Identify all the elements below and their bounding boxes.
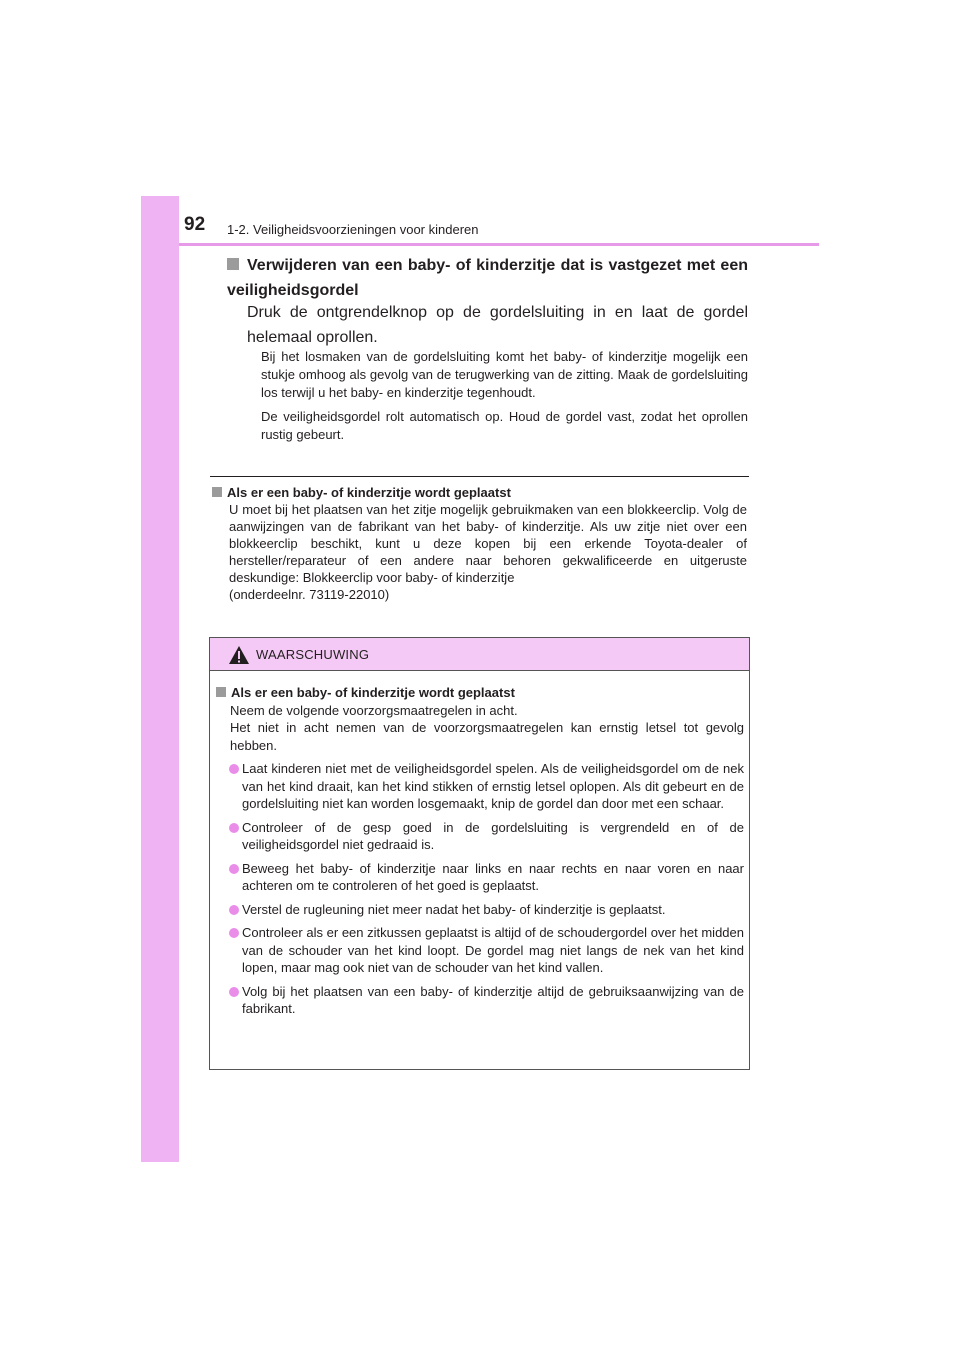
- warning-list: [216, 760, 744, 1018]
- square-marker-icon: [227, 258, 239, 270]
- header-rule: [179, 243, 819, 246]
- list-item: [216, 924, 744, 977]
- warning-label: WAARSCHUWING: [256, 647, 370, 662]
- warning-intro: [230, 702, 744, 755]
- bullet-dot-icon: [229, 987, 239, 997]
- bullet-dot-icon: [229, 764, 239, 774]
- chapter-title: 1-2. Veiligheidsvoorzieningen voor kinderen: [227, 222, 479, 237]
- info-heading: [212, 484, 747, 501]
- page-number: 92: [184, 214, 206, 235]
- list-item-text: Controleer als er een zitkussen geplaatst is altijd of de schoudergordel over het midden van de schouder van het kind loopt. De gordel mag niet langs de nek van het kind lopen, maar mag ook niet van de schouder van het kind vallen.: [242, 925, 744, 975]
- info-block: [212, 484, 747, 603]
- divider: [210, 476, 749, 477]
- list-item-text: Laat kinderen niet met de veiligheidsgordel spelen. Als de veiligheidsgordel om de nek van het kind draait, kan het kind stikken of ernstig letsel oplopen. Als dit gebeurt en de gordelsluiting niet kan worden losgemaakt, knip de gordel dan door met een schaar.: [242, 761, 744, 811]
- warning-content: [216, 684, 744, 1024]
- section-heading-text: Verwijderen van een baby- of kinderzitje dat is vastgezet met een veiligheidsgordel: [227, 257, 748, 299]
- bullet-dot-icon: [229, 864, 239, 874]
- warning-intro-line: Het niet in acht nemen van de voorzorgsmaatregelen kan ernstig letsel tot gevolg hebben.: [230, 720, 744, 753]
- section-instruction: Druk de ontgrendelknop op de gordelsluiting in en laat de gordel helemaal oprollen.: [247, 304, 748, 346]
- info-heading-text: Als er een baby- of kinderzitje wordt geplaatst: [227, 485, 511, 500]
- warning-triangle-icon: [228, 645, 250, 670]
- list-item: [216, 860, 744, 895]
- square-marker-icon: [216, 687, 226, 697]
- bullet-dot-icon: [229, 928, 239, 938]
- section-heading: [227, 253, 748, 303]
- list-item: [216, 901, 744, 919]
- note-paragraph: De veiligheidsgordel rolt automatisch op. Houd de gordel vast, zodat het oprollen rustig gebeurt.: [261, 409, 748, 442]
- list-item-text: Verstel de rugleuning niet meer nadat het baby- of kinderzitje is geplaatst.: [242, 901, 666, 917]
- list-item: [216, 760, 744, 813]
- section-notes: [261, 348, 748, 450]
- square-marker-icon: [212, 487, 222, 497]
- list-item: [216, 983, 744, 1018]
- warning-header: [210, 638, 749, 671]
- info-body-text: U moet bij het plaatsen van het zitje mogelijk gebruikmaken van een blokkeerclip. Volg de aanwijzingen van de fabrikant van het baby- of kinderzitje. Als uw zitje niet over een blokkeerclip beschikt, kunt u deze kopen bij een erkende Toyota-dealer of hersteller/reparateur of een andere naar behoren gekwalificeerde en uitgeruste deskundige: Blokkeerclip voor baby- of kinderzitje: [229, 502, 747, 585]
- warning-intro-line: Neem de volgende voorzorgsmaatregelen in acht.: [230, 702, 518, 718]
- bullet-dot-icon: [229, 823, 239, 833]
- bullet-dot-icon: [229, 905, 239, 915]
- warning-heading-text: Als er een baby- of kinderzitje wordt geplaatst: [231, 685, 515, 700]
- list-item-text: Volg bij het plaatsen van een baby- of kinderzitje altijd de gebruiksaanwijzing van de fabrikant.: [242, 983, 744, 1016]
- part-number: (onderdeelnr. 73119-22010): [229, 587, 390, 602]
- list-item-text: Controleer of de gesp goed in de gordelsluiting is vergrendeld en of de veiligheidsgordel niet gedraaid is.: [242, 819, 744, 852]
- list-item: [216, 819, 744, 854]
- note-paragraph: Bij het losmaken van de gordelsluiting komt het baby- of kinderzitje mogelijk een stukje omhoog als gevolg van de terugwerking van de zitting. Maak de gordelsluiting los terwijl u het baby- en kinderzitje tegenhoudt.: [261, 349, 748, 400]
- warning-heading: [216, 684, 744, 702]
- list-item-text: Beweeg het baby- of kinderzitje naar links en naar rechts en naar voren en naar achteren om te controleren of het goed is geplaatst.: [242, 860, 744, 893]
- warning-box: [209, 637, 750, 1070]
- info-body: [229, 501, 747, 603]
- page-side-tab: [141, 196, 179, 1162]
